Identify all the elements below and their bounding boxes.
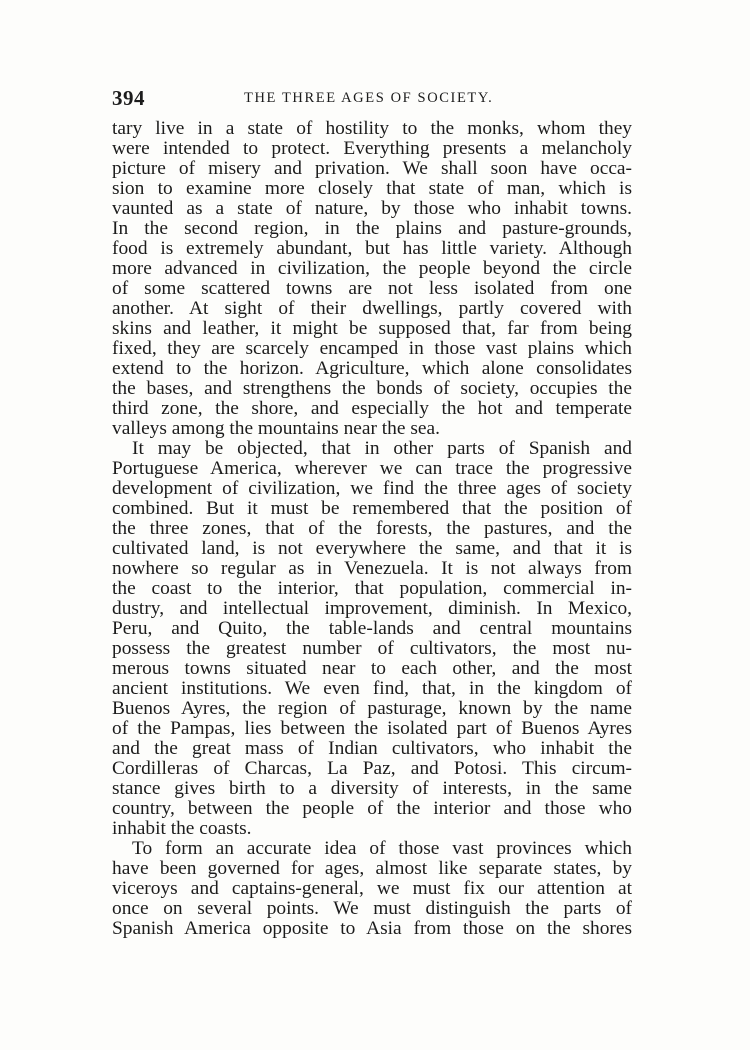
text-line: stance gives birth to a diversity of interests, in the same	[112, 778, 632, 799]
text-line: Buenos Ayres, the region of pasturage, known by the name	[112, 698, 632, 719]
text-line: In the second region, in the plains and pasture-grounds,	[112, 218, 632, 239]
text-line: another. At sight of their dwellings, partly covered with	[112, 298, 632, 319]
text-line: Spanish America opposite to Asia from those on the shores	[112, 918, 632, 939]
text-line: third zone, the shore, and especially the hot and temperate	[112, 398, 632, 419]
text-line: the three zones, that of the forests, the pastures, and the	[112, 518, 632, 539]
text-line: once on several points. We must distinguish the parts of	[112, 898, 632, 919]
body-text	[112, 119, 632, 939]
text-line: tary live in a state of hostility to the monks, whom they	[112, 118, 632, 139]
text-line: inhabit the coasts.	[112, 818, 252, 839]
text-line: valleys among the mountains near the sea.	[112, 418, 440, 439]
text-line: fixed, they are scarcely encamped in those vast plains which	[112, 338, 632, 359]
text-line: combined. But it must be remembered that the position of	[112, 498, 632, 519]
text-line: Peru, and Quito, the table-lands and central mountains	[112, 618, 632, 639]
text-line: ancient institutions. We even find, that, in the kingdom of	[112, 678, 632, 699]
text-line: of the Pampas, lies between the isolated part of Buenos Ayres	[112, 718, 632, 739]
text-line: the coast to the interior, that population, commercial in-	[112, 578, 632, 599]
text-line: It may be objected, that in other parts of Spanish and	[132, 438, 632, 459]
text-line: extend to the horizon. Agriculture, which alone consolidates	[112, 358, 632, 379]
running-head	[112, 86, 632, 110]
text-line: viceroys and captains-general, we must fix our attention at	[112, 878, 632, 899]
text-line: picture of misery and privation. We shall soon have occa-	[112, 158, 632, 179]
text-line: cultivated land, is not everywhere the same, and that it is	[112, 538, 632, 559]
text-line: merous towns situated near to each other, and the most	[112, 658, 632, 679]
text-line: food is extremely abundant, but has little variety. Although	[112, 238, 632, 259]
text-line: dustry, and intellectual improvement, diminish. In Mexico,	[112, 598, 632, 619]
text-line: Portuguese America, wherever we can trace the progressive	[112, 458, 632, 479]
text-line: of some scattered towns are not less isolated from one	[112, 278, 632, 299]
text-line: were intended to protect. Everything presents a melancholy	[112, 138, 632, 159]
text-line: possess the greatest number of cultivators, the most nu-	[112, 638, 632, 659]
running-title: THE THREE AGES OF SOCIETY.	[244, 90, 494, 106]
text-line: skins and leather, it might be supposed that, far from being	[112, 318, 632, 339]
text-line: more advanced in civilization, the people beyond the circle	[112, 258, 632, 279]
text-line: To form an accurate idea of those vast provinces which	[132, 838, 632, 859]
text-line: country, between the people of the interior and those who	[112, 798, 632, 819]
text-line: sion to examine more closely that state of man, which is	[112, 178, 632, 199]
text-line: nowhere so regular as in Venezuela. It is not always from	[112, 558, 632, 579]
text-line: development of civilization, we find the three ages of society	[112, 478, 632, 499]
text-line: Cordilleras of Charcas, La Paz, and Potosi. This circum-	[112, 758, 632, 779]
text-line: have been governed for ages, almost like separate states, by	[112, 858, 632, 879]
text-line: the bases, and strengthens the bonds of society, occupies the	[112, 378, 632, 399]
text-line: vaunted as a state of nature, by those who inhabit towns.	[112, 198, 632, 219]
page-number: 394	[112, 86, 145, 110]
text-line: and the great mass of Indian cultivators, who inhabit the	[112, 738, 632, 759]
